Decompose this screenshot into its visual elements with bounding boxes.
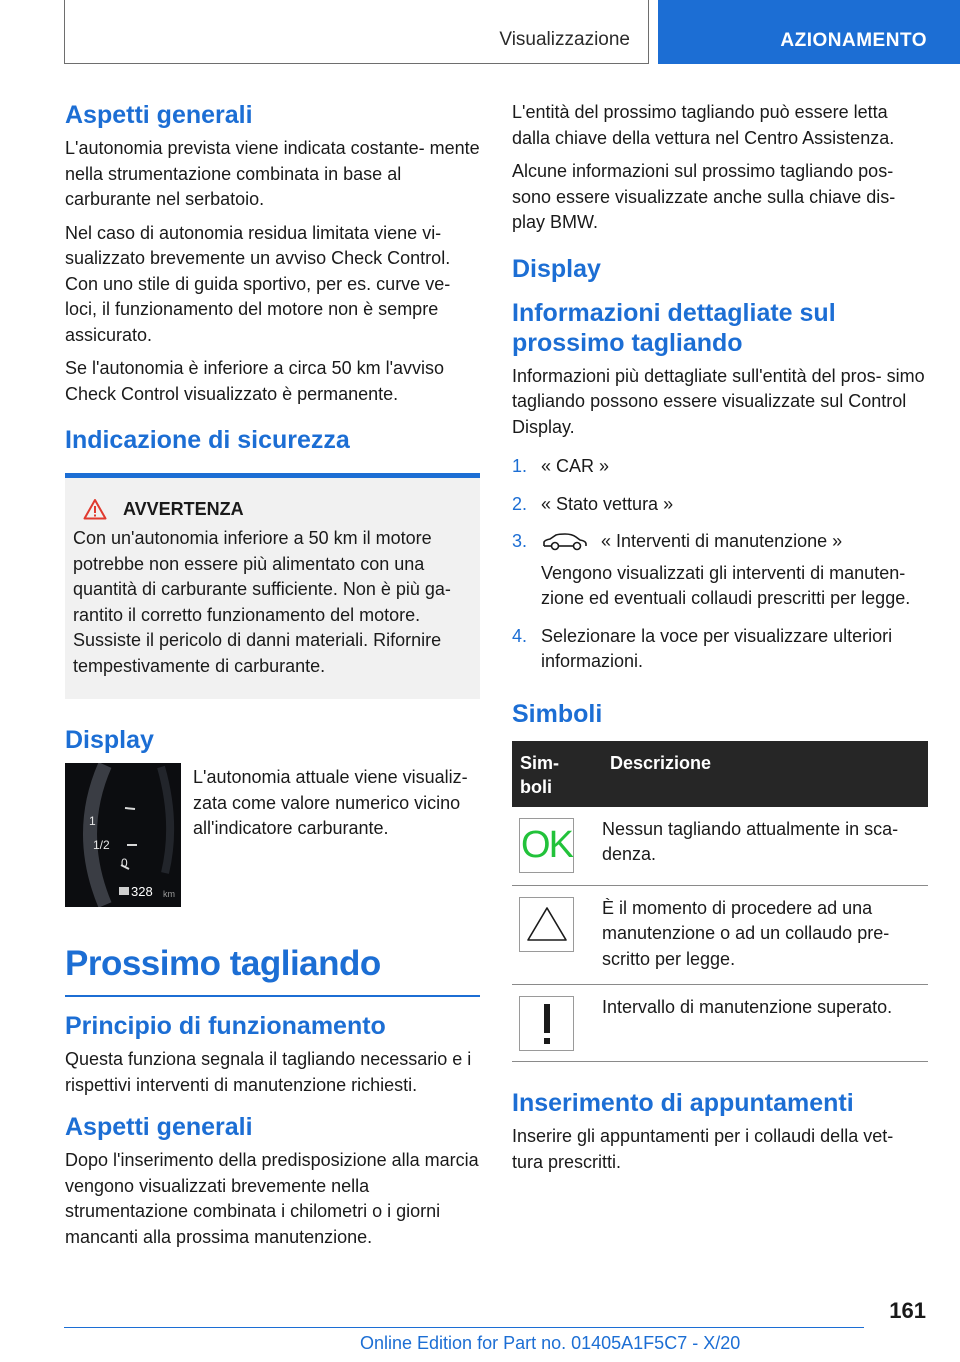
left-column bbox=[65, 100, 480, 1258]
step-subtext: Vengono visualizzati gli interventi di manuten- zione ed eventuali collaudi prescritti per legge. bbox=[541, 562, 911, 608]
gauge-tick-0: 0 bbox=[121, 856, 128, 870]
warning-title-row bbox=[83, 498, 472, 520]
paragraph-range-intro: L'autonomia prevista viene indicata costante- mente nella strumentazione combinata in base al carburante nel serbatoio. bbox=[65, 138, 480, 209]
table-row bbox=[512, 885, 928, 985]
steps-list bbox=[512, 454, 928, 681]
gauge-tick-half: 1/2 bbox=[93, 838, 110, 852]
fuel-gauge-image bbox=[65, 763, 181, 907]
table-cell-description: Intervallo di manutenzione superato. bbox=[602, 985, 928, 1062]
page-number: 161 bbox=[889, 1298, 926, 1323]
step-text: « Stato vettura » bbox=[541, 493, 674, 514]
heading-display-left: Display bbox=[65, 726, 154, 754]
paragraph-general-2: Dopo l'inserimento della predisposizione alla marcia vengono visualizzati brevemente nella strumentazione combinata i chilometri o i giorni mancanti alla prossima manutenzione. bbox=[65, 1150, 479, 1247]
ok-icon: OK bbox=[519, 818, 574, 873]
table-header-description: Descrizione bbox=[602, 741, 928, 807]
step-text: Selezionare la voce per visualizzare ulteriori informazioni. bbox=[541, 625, 893, 671]
header-chapter-title: AZIONAMENTO bbox=[780, 30, 927, 51]
symbols-table bbox=[512, 741, 928, 1063]
heading-symbols: Simboli bbox=[512, 699, 603, 728]
warning-box bbox=[65, 473, 480, 699]
exclamation-icon bbox=[519, 996, 574, 1051]
paragraph-key-service: L'entità del prossimo tagliando può essere letta dalla chiave della vettura nel Centro Assistenza. bbox=[512, 102, 895, 148]
heading-principle: Principio di funzionamento bbox=[65, 1012, 386, 1040]
step-number: 2. bbox=[512, 493, 528, 514]
car-service-icon bbox=[541, 533, 589, 551]
header-section-box bbox=[64, 0, 649, 64]
step-number: 4. bbox=[512, 625, 528, 646]
heading-general: Aspetti generali bbox=[65, 101, 253, 129]
gauge-range-unit: km bbox=[163, 889, 175, 899]
step-item bbox=[512, 492, 928, 524]
paragraph-range-permanent: Se l'autonomia è inferiore a circa 50 km l'avviso Check Control visualizzato è permanente. bbox=[65, 358, 445, 404]
gauge-range-value: 328 bbox=[131, 884, 153, 899]
step-item bbox=[512, 624, 928, 681]
display-description: L'autonomia attuale viene visualiz- zata come valore numerico vicino all'indicatore carburante. bbox=[193, 767, 468, 838]
display-row bbox=[65, 763, 480, 907]
paragraph-key-display: Alcune informazioni sul prossimo tagliando pos- sono essere visualizzate anche sulla chiave dis- play BMW. bbox=[512, 161, 896, 232]
heading-appointments: Inserimento di appuntamenti bbox=[512, 1089, 854, 1117]
heading-safety: Indicazione di sicurezza bbox=[65, 426, 350, 454]
footer-divider bbox=[64, 1327, 864, 1328]
footer-edition: Online Edition for Part no. 01405A1F5C7 - X/20 bbox=[360, 1333, 741, 1353]
step-text: « Interventi di manutenzione » bbox=[601, 531, 843, 551]
table-header-row bbox=[512, 741, 928, 807]
gauge-tick-1: 1 bbox=[89, 814, 96, 828]
warning-triangle-icon bbox=[83, 498, 107, 520]
paragraph-details: Informazioni più dettagliate sull'entità del pros- simo tagliando possono essere visualizzate sul Control Display. bbox=[512, 365, 925, 437]
triangle-icon bbox=[519, 897, 574, 952]
header-chapter-tab[interactable] bbox=[658, 0, 960, 64]
step-text: « CAR » bbox=[541, 456, 610, 476]
step-number: 1. bbox=[512, 456, 528, 476]
table-cell-description: È il momento di procedere ad una manutenzione o ad un collaudo pre- scritto per legge. bbox=[602, 885, 928, 985]
step-item bbox=[512, 454, 928, 486]
heading-display-right: Display bbox=[512, 254, 601, 283]
heading-next-service: Prossimo tagliando bbox=[65, 943, 480, 997]
paragraph-appointments: Inserire gli appuntamenti per i collaudi della vet- tura prescritti. bbox=[512, 1126, 894, 1172]
right-column bbox=[512, 100, 928, 1183]
table-row bbox=[512, 985, 928, 1062]
paragraph-principle: Questa funziona segnala il tagliando necessario e i rispettivi interventi di manutenzione richiesti. bbox=[65, 1049, 472, 1095]
table-row bbox=[512, 807, 928, 886]
step-item bbox=[512, 529, 928, 618]
header-section-title: Visualizzazione bbox=[499, 29, 630, 50]
table-cell-description: Nessun tagliando attualmente in sca- denza. bbox=[602, 807, 928, 886]
heading-details: Informazioni dettagliate sul prossimo tagliando bbox=[512, 298, 836, 357]
step-number: 3. bbox=[512, 531, 528, 551]
warning-text: Con un'autonomia inferiore a 50 km il motore potrebbe non essere più alimentato con una quantità di carburante sufficiente. Non è più ga- rantito il corretto funzionamento del motore. Sussiste il pericolo di danni materiali. Rifornire tempestivamente di carburante. bbox=[73, 528, 451, 676]
warning-title: AVVERTENZA bbox=[123, 498, 244, 519]
heading-general-2: Aspetti generali bbox=[65, 1113, 253, 1141]
paragraph-range-low: Nel caso di autonomia residua limitata viene vi- sualizzato brevemente un avviso Check Control. Con uno stile di guida sportivo, per es. curve ve- loci, il funzionamento del motore non è sempre assicurato. bbox=[65, 222, 451, 345]
table-header-symbols: Sim- boli bbox=[512, 741, 602, 807]
